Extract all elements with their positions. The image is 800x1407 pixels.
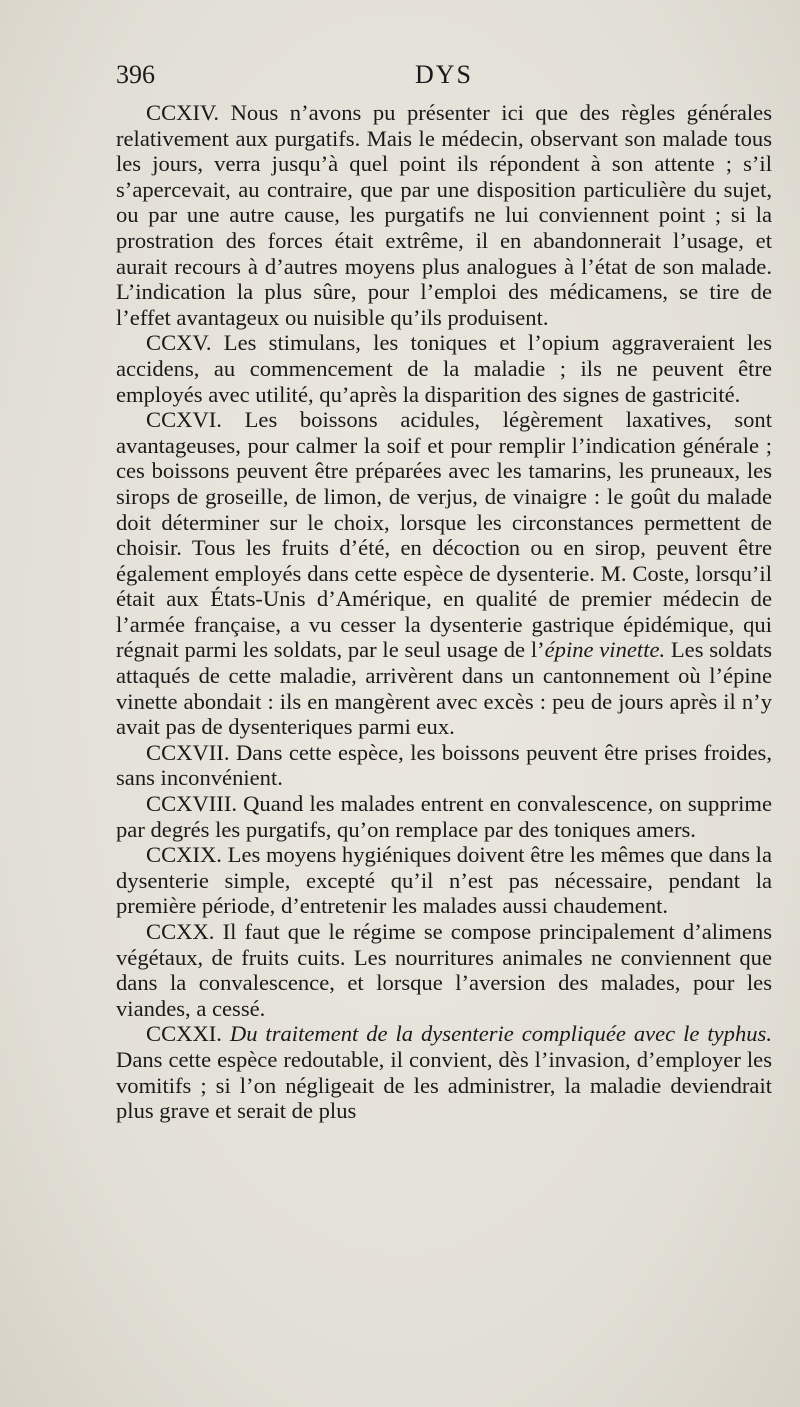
page-number: 396	[116, 60, 155, 89]
paragraph-ccxix	[116, 842, 772, 919]
paragraph-text: Nous n’avons pu présenter ici que des règles générales relativement aux purgatifs. Mais le médecin, observant son malade tous les jours, verra jusqu’à quel point ils répondent à son attente ; s’il s’apercevait, au contraire, que par une disposition particulière du sujet, ou par une autre cause, les purgatifs ne lui conviennent point ; si la prostration des forces était extrême, il en abandonnerait l’usage, et aurait recours à d’autres moyens plus analogues à l’état de son malade. L’indication la plus sûre, pour l’emploi des médicamens, se tire de l’effet avantageux ou nuisible qu’ils produisent.	[116, 100, 772, 330]
section-number: CCXVIII.	[146, 791, 237, 817]
section-number: CCXIV.	[146, 100, 220, 125]
paragraph-ccxiv	[116, 100, 772, 330]
paragraph-text: Quand les malades entrent en convalescence, on supprime par degrés les purgatifs, qu’on remplace par des toniques amers.	[116, 791, 772, 842]
paragraph-ccxv	[116, 330, 772, 407]
paragraph-text-continued: Dans cette espèce redoutable, il convient, dès l’invasion, d’employer les vomitifs ; si l’on négligeait de les administrer, la maladie deviendrait plus grave et serait de plus	[116, 1046, 772, 1124]
paragraph-text: Dans cette espèce, les boissons peuvent être prises froides, sans inconvénient.	[116, 739, 772, 791]
section-heading-italic: Du traitement de la dysenterie compliquée avec le typhus.	[229, 1021, 772, 1047]
italic-term: épine vinette.	[544, 637, 666, 663]
paragraph-ccxxi	[116, 1021, 772, 1123]
page-body	[116, 100, 772, 1124]
running-head: DYS	[414, 60, 473, 89]
paragraph-text: Les moyens hygiéniques doivent être les mêmes que dans la dysenterie simple, excepté qu’il n’est pas nécessaire, pendant la première période, d’entretenir les malades aussi chaudement.	[116, 842, 772, 919]
section-number: CCXIX.	[146, 842, 222, 868]
section-number: CCXV.	[146, 330, 212, 356]
page-header	[116, 60, 772, 96]
paragraph-text: Il faut que le régime se compose principalement d’alimens végétaux, de fruits cuits. Les nourritures animales ne conviennent que dans la convalescence, et lorsque l’aversion des malades, pour les viandes, a cessé.	[116, 919, 772, 1021]
section-number: CCXVI.	[146, 407, 222, 433]
paragraph-text: Les stimulans, les toniques et l’opium aggraveraient les accidens, au commencement de la maladie ; ils ne peuvent être employés avec utilité, qu’après la disparition des signes de gastricité.	[116, 330, 772, 407]
paragraph-ccxx	[116, 919, 772, 1021]
paragraph-ccxvii	[116, 740, 772, 791]
paragraph-ccxviii	[116, 791, 772, 842]
paragraph-text: Les boissons acidules, légèrement laxatives, sont avantageuses, pour calmer la soif et pour remplir l’indication générale ; ces boissons peuvent être préparées avec les tamarins, les pruneaux, les sirops de groseille, de limon, de verjus, de vinaigre : le goût du malade doit déterminer sur le choix, lorsque les circonstances permettent de choisir. Tous les fruits d’été, en décoction ou en sirop, peuvent être également employés dans cette espèce de dysenterie. M. Coste, lorsqu’il était aux États-Unis d’Amérique, en qualité de premier médecin de l’armée française, a vu cesser la dysenterie gastrique épidémique, qui régnait parmi les soldats, par le seul usage de l’	[116, 407, 772, 663]
paragraph-text-continued: Les soldats attaqués de cette maladie, arrivèrent dans un cantonnement où l’épine vinette abondait : ils en mangèrent avec excès : peu de jours après il n’y avait pas de dysenteriques parmi eux.	[116, 637, 772, 740]
section-number: CCXXI.	[146, 1021, 222, 1047]
paragraph-ccxvi	[116, 407, 772, 740]
section-number: CCXVII.	[146, 739, 230, 765]
section-number: CCXX.	[146, 919, 215, 944]
